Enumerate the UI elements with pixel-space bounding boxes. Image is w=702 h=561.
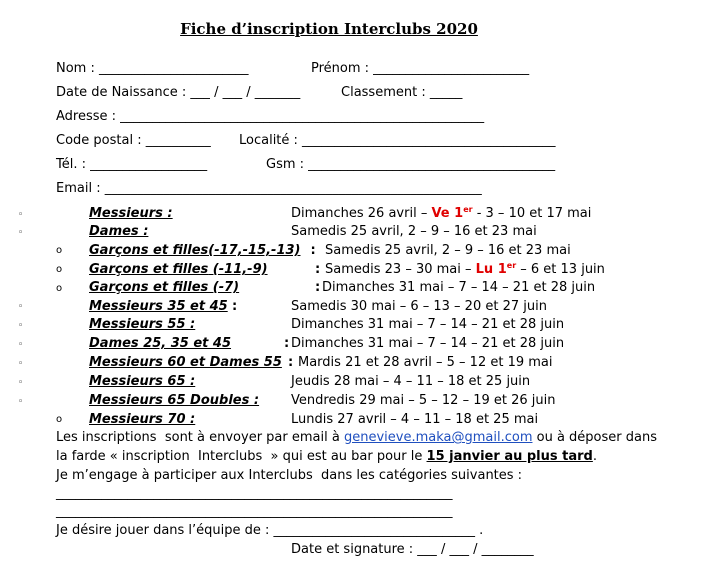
equipe-field[interactable]: Je désire jouer dans l’équipe de : _______________________________ . xyxy=(56,523,484,538)
category-schedule: Lundis 27 avril – 4 – 11 – 18 et 25 mai xyxy=(291,412,539,427)
category-name: Garçons et filles (-11,-9) xyxy=(89,262,268,277)
info-line-1: Les inscriptions sont à envoyer par email à genevieve.maka@gmail.com ou à déposer dans xyxy=(56,430,657,445)
category-name: Messieurs 65 : xyxy=(89,374,196,389)
category-schedule: Dimanches 31 mai – 7 – 14 – 21 et 28 juin xyxy=(322,280,596,295)
info-line-3: Je m’engage à participer aux Interclubs dans les catégories suivantes : xyxy=(56,468,523,483)
codepostal-field[interactable]: Code postal : __________ xyxy=(56,133,211,148)
category-separator: : xyxy=(306,243,316,258)
category-name: Messieurs 60 et Dames 55 xyxy=(89,355,282,370)
category-schedule: Samedis 25 avril, 2 – 9 – 16 et 23 mai xyxy=(291,224,537,239)
gsm-field[interactable]: Gsm : ______________________________________ xyxy=(266,157,556,172)
category-name: Garçons et filles (-7) xyxy=(89,280,240,295)
bullet-icon: ◦ xyxy=(18,397,24,407)
tel-field[interactable]: Tél. : __________________ xyxy=(56,157,208,172)
adresse-field[interactable]: Adresse : ________________________________________________________ xyxy=(56,109,485,124)
prenom-field[interactable]: Prénom : ________________________ xyxy=(311,61,530,76)
category-blank-1[interactable]: _____________________________________________________________ xyxy=(56,486,453,501)
bullet-icon: ◦ xyxy=(18,210,24,220)
bullet-icon: ◦ xyxy=(18,340,24,350)
category-separator: : xyxy=(284,336,290,351)
category-schedule: Dimanches 31 mai – 7 – 14 – 21 et 28 juin xyxy=(291,317,565,332)
category-schedule: Dimanches 31 mai – 7 – 14 – 21 et 28 juin xyxy=(291,336,565,351)
category-schedule: Dimanches 26 avril – Ve 1er - 3 – 10 et 17 mai xyxy=(291,205,592,221)
bullet-icon: o xyxy=(56,264,63,275)
category-name: Messieurs 35 et 45 xyxy=(89,299,228,314)
category-name: Dames 25, 35 et 45 xyxy=(89,336,232,351)
signature-field[interactable]: Date et signature : ___ / ___ / ________ xyxy=(291,542,534,557)
localite-field[interactable]: Localité : _______________________________________ xyxy=(239,133,556,148)
category-separator: : xyxy=(232,299,238,314)
bullet-icon: ◦ xyxy=(18,359,24,369)
category-schedule: Mardis 21 et 28 avril – 5 – 12 et 19 mai xyxy=(298,355,553,370)
category-name: Garçons et filles(-17,-15,-13) xyxy=(89,243,301,258)
category-schedule: Samedis 25 avril, 2 – 9 – 16 et 23 mai xyxy=(325,243,571,258)
category-schedule: Samedis 23 – 30 mai – Lu 1er – 6 et 13 juin xyxy=(325,261,605,277)
classement-field[interactable]: Classement : _____ xyxy=(341,85,463,100)
page-title: Fiche d’inscription Interclubs 2020 xyxy=(180,20,478,38)
nom-field[interactable]: Nom : _______________________ xyxy=(56,61,249,76)
category-name: Messieurs : xyxy=(89,206,173,221)
bullet-icon: ◦ xyxy=(18,228,24,238)
bullet-icon: ◦ xyxy=(18,302,24,312)
category-schedule: Vendredis 29 mai – 5 – 12 – 19 et 26 juin xyxy=(291,393,556,408)
deadline-text: 15 janvier au plus tard xyxy=(426,449,593,464)
category-blank-2[interactable]: _____________________________________________________________ xyxy=(56,504,453,519)
email-field[interactable]: Email : __________________________________________________________ xyxy=(56,181,482,196)
category-name: Messieurs 55 : xyxy=(89,317,196,332)
category-separator: : xyxy=(288,355,294,370)
bullet-icon: o xyxy=(56,245,63,256)
category-name: Messieurs 70 : xyxy=(89,412,196,427)
bullet-icon: o xyxy=(56,283,63,294)
naissance-field[interactable]: Date de Naissance : ___ / ___ / _______ xyxy=(56,85,301,100)
category-name: Messieurs 65 Doubles : xyxy=(89,393,260,408)
email-link[interactable]: genevieve.maka@gmail.com xyxy=(343,430,533,445)
category-schedule: Samedis 30 mai – 6 – 13 – 20 et 27 juin xyxy=(291,299,547,314)
category-schedule: Jeudis 28 mai – 4 – 11 – 18 et 25 juin xyxy=(291,374,531,389)
info-line-2: la farde « inscription Interclubs » qui est au bar pour le 15 janvier au plus tard. xyxy=(56,449,597,464)
category-separator: : xyxy=(315,262,321,277)
category-name: Dames : xyxy=(89,224,149,239)
bullet-icon: ◦ xyxy=(18,378,24,388)
bullet-icon: o xyxy=(56,414,63,425)
bullet-icon: ◦ xyxy=(18,321,24,331)
category-separator: : xyxy=(315,280,321,295)
